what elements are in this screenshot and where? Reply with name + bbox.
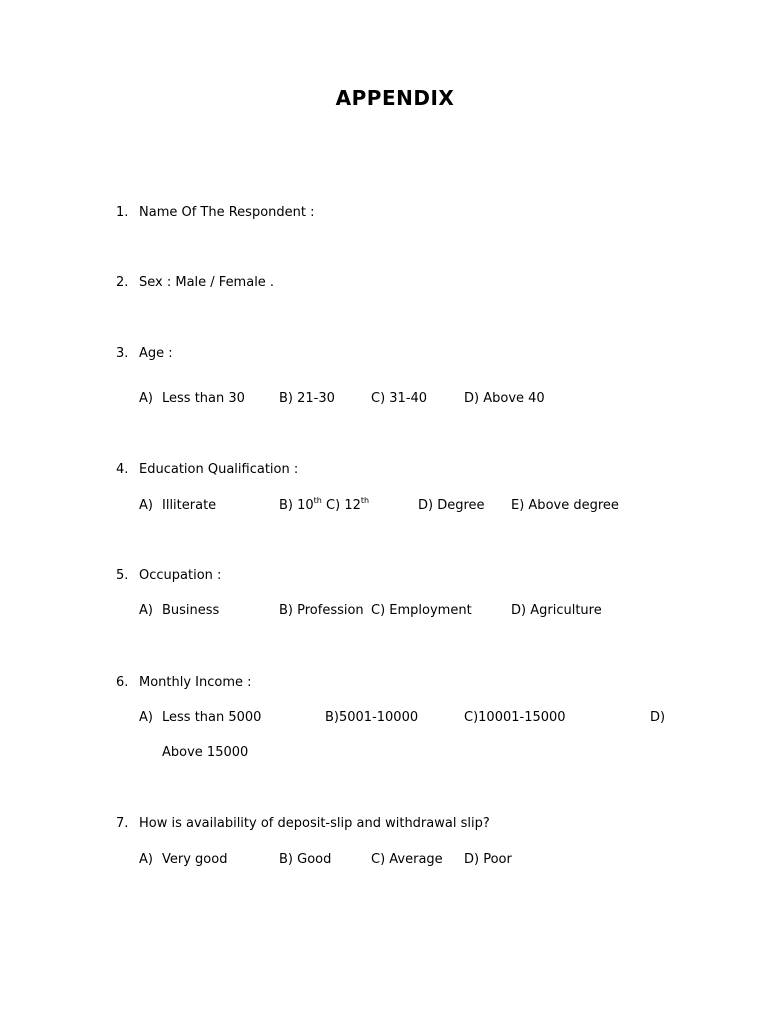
option-text: B) Profession xyxy=(279,603,364,618)
option-text: Business xyxy=(162,603,220,618)
option-text-main: B) 10 xyxy=(279,498,314,513)
option-text: Less than 5000 xyxy=(162,710,262,725)
question-text: Age : xyxy=(139,346,173,361)
question-number: 4. xyxy=(116,462,129,477)
question-number: 5. xyxy=(116,568,129,583)
question-text: Monthly Income : xyxy=(139,675,252,690)
option-text: D) xyxy=(650,710,666,725)
option-text: D) Degree xyxy=(418,498,485,513)
option-text: B) Good xyxy=(279,852,332,867)
option-text: Very good xyxy=(162,852,228,867)
option-text: D) Poor xyxy=(464,852,512,867)
option-text: Illiterate xyxy=(162,498,217,513)
option-label: A) xyxy=(139,498,153,513)
option-text: D) Above 40 xyxy=(464,391,545,406)
option-text: C) Employment xyxy=(371,603,472,618)
question-number: 3. xyxy=(116,346,129,361)
option-label: A) xyxy=(139,603,153,618)
option-text: D) Agriculture xyxy=(511,603,602,618)
ordinal-superscript: th xyxy=(313,496,322,505)
option-text: C) Average xyxy=(371,852,443,867)
option-text: E) Above degree xyxy=(511,498,619,513)
question-number: 1. xyxy=(116,205,129,220)
option-label: A) xyxy=(139,710,153,725)
question-number: 7. xyxy=(116,816,129,831)
option-text: B) 21-30 xyxy=(279,391,335,406)
option-label: A) xyxy=(139,852,153,867)
question-text: Name Of The Respondent : xyxy=(139,205,315,220)
page-title: APPENDIX xyxy=(335,86,455,110)
ordinal-superscript: th xyxy=(360,496,370,505)
option-label: A) xyxy=(139,391,153,406)
question-text: Education Qualification : xyxy=(139,462,299,477)
option-text: B)5001-10000 xyxy=(325,710,419,725)
question-text: Occupation : xyxy=(139,568,222,583)
option-text xyxy=(279,498,369,513)
question-number: 2. xyxy=(116,275,129,290)
option-text-main: C) 12 xyxy=(326,498,361,513)
option-text: C)10001-15000 xyxy=(464,710,566,725)
option-text: C) 31-40 xyxy=(371,391,428,406)
option-text: Less than 30 xyxy=(162,391,245,406)
question-text: Sex : Male / Female . xyxy=(139,275,275,290)
option-text: Above 15000 xyxy=(162,745,249,760)
question-number: 6. xyxy=(116,675,129,690)
question-text: How is availability of deposit-slip and withdrawal slip? xyxy=(139,816,490,831)
